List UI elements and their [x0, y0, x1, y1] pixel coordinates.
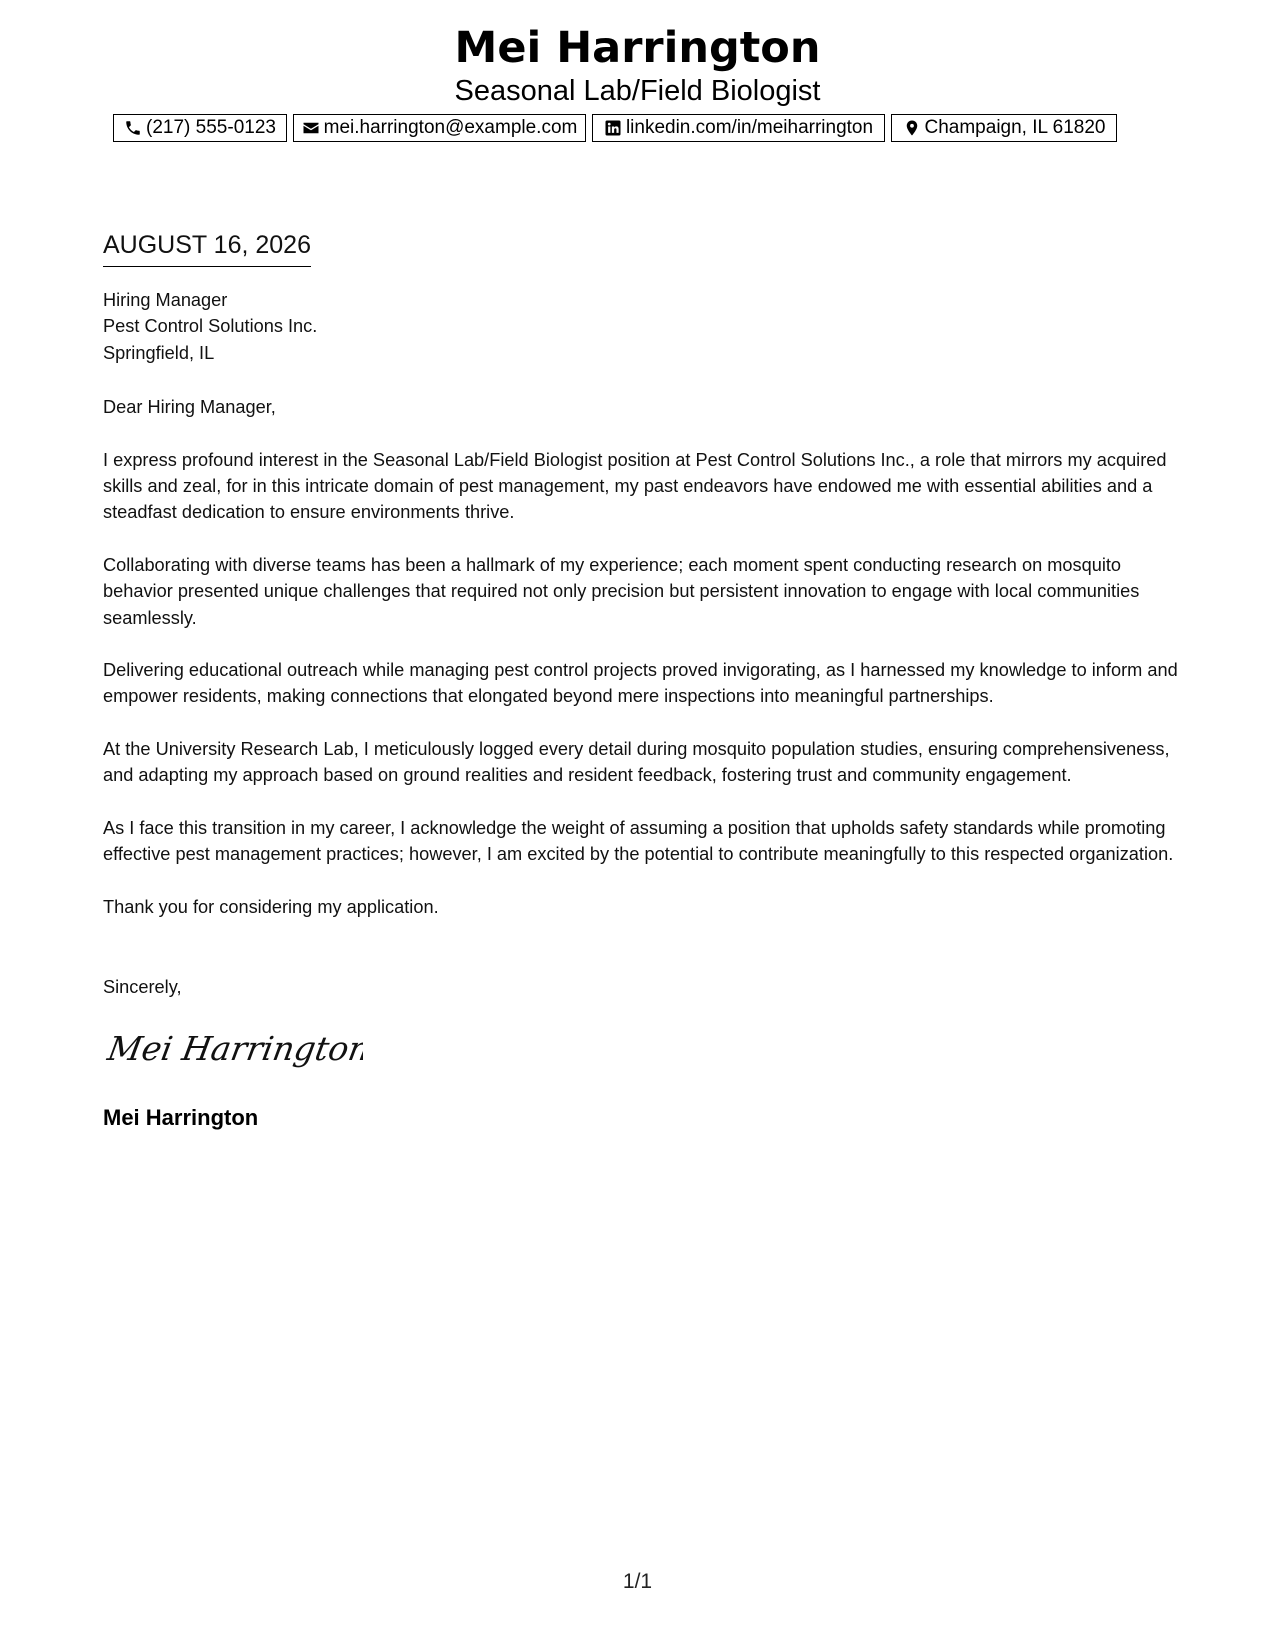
letter-body [103, 230, 1178, 1132]
body-paragraph: Delivering educational outreach while managing pest control projects proved invigorating, as I harnessed my knowledge to inform and empower residents, making connections that elongated beyond mere inspections into meaningful partnerships. [103, 660, 1178, 707]
page-number: 1/1 [622, 1570, 653, 1593]
applicant-name: Mei Harrington [454, 23, 821, 73]
body-paragraph: I express profound interest in the Seasonal Lab/Field Biologist position at Pest Control Solutions Inc., a role that mirrors my acquired skills and zeal, for in this intricate domain of pest management, my past endeavors have endowed me with essential abilities and a steadfast dedication to ensure environments thrive. [103, 449, 1167, 523]
contact-linkedin-text: linkedin.com/in/meiharrington [625, 117, 874, 138]
contact-email[interactable] [293, 114, 586, 142]
map-pin-icon [903, 119, 921, 137]
signature-text: Mei Harrington [104, 1029, 363, 1069]
handwritten-signature [103, 1022, 363, 1078]
envelope-icon [302, 119, 320, 137]
salutation: Dear Hiring Manager, [103, 397, 276, 418]
recipient-block [103, 287, 1178, 366]
signer-name: Mei Harrington [103, 1104, 259, 1130]
contact-linkedin[interactable] [592, 114, 885, 142]
body-paragraph: Thank you for considering my application. [103, 896, 439, 917]
contact-email-text: mei.harrington@example.com [323, 117, 578, 138]
body-paragraph: As I face this transition in my career, I acknowledge the weight of assuming a position that upholds safety standards while promoting effective pest management practices; however, I am excited by the potential to contribute meaningfully to this respected organization. [103, 817, 1174, 865]
closing: Sincerely, [103, 976, 182, 997]
phone-icon [124, 119, 142, 137]
contact-location[interactable] [891, 114, 1117, 142]
applicant-title: Seasonal Lab/Field Biologist [454, 75, 821, 107]
recipient-line: Hiring Manager [103, 290, 228, 310]
contact-phone[interactable] [113, 114, 287, 142]
letter-header [0, 22, 1275, 108]
contact-location-text: Champaign, IL 61820 [924, 117, 1106, 138]
contact-bar [113, 114, 1163, 144]
body-paragraph: Collaborating with diverse teams has been a hallmark of my experience; each moment spent conducting research on mosquito behavior presented unique challenges that required not only precision but persistent innovation to engage with local communities seamlessly. [103, 554, 1140, 628]
recipient-line: Springfield, IL [103, 342, 215, 363]
linkedin-icon [604, 119, 622, 137]
recipient-line: Pest Control Solutions Inc. [103, 316, 318, 337]
contact-phone-text: (217) 555-0123 [146, 117, 276, 138]
letter-date: AUGUST 16, 2026 [103, 230, 311, 267]
body-paragraph: At the University Research Lab, I meticulously logged every detail during mosquito population studies, ensuring comprehensiveness, and adapting my approach based on ground realities and resident feedback, fostering trust and community engagement. [103, 738, 1170, 786]
